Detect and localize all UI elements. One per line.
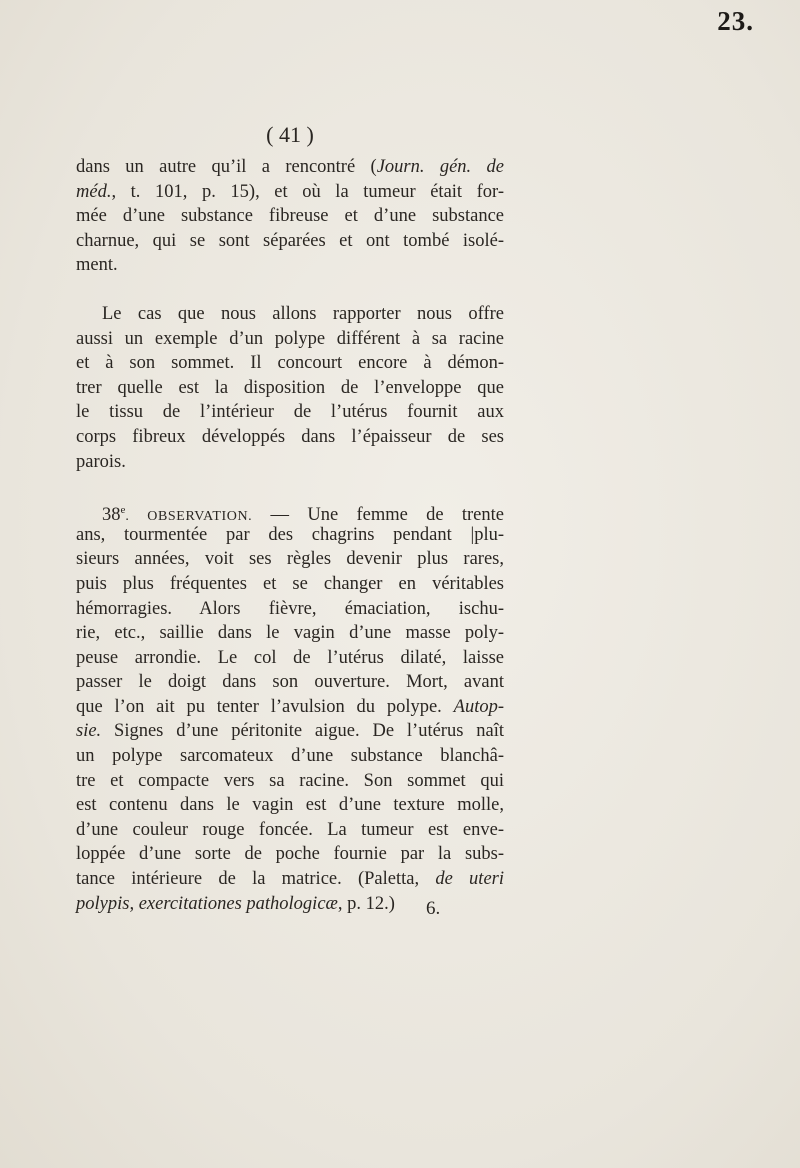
- paragraph-1: [76, 155, 504, 278]
- text-line: ans, tourmentée par des chagrins pendant |plu-: [76, 524, 504, 545]
- observation-number-suffix: e: [120, 504, 126, 517]
- italic-text: Journ. gén. de: [376, 157, 504, 177]
- text-line: tre et compacte vers sa racine. Son sommet qui: [76, 770, 504, 791]
- folio-number: 23.: [717, 6, 754, 36]
- observation-label: . OBSERVATION.: [125, 509, 253, 525]
- page-number: ( 41 ): [266, 122, 314, 147]
- text-line: loppée d’une sorte de poche fournie par la subs-: [76, 844, 504, 865]
- text-line: parois.: [76, 451, 126, 472]
- text-line: le tissu de l’intérieur de l’utérus fournit aux: [76, 402, 504, 423]
- text-line: sieurs années, voit ses règles devenir plus rares,: [76, 549, 504, 570]
- page-body: [76, 155, 504, 916]
- text-line: sie. Signes d’une péritonite aigue. De l’utérus naît: [76, 721, 504, 742]
- text-line: est contenu dans le vagin est d’une texture molle,: [76, 795, 504, 816]
- italic-text: Autop-: [453, 696, 504, 717]
- text-line: aussi un exemple d’un polype différent à sa racine: [76, 328, 504, 349]
- paragraph-2: [76, 302, 504, 474]
- text-line: peuse arrondie. Le col de l’utérus dilaté, laisse: [76, 647, 504, 668]
- catchword: 6.: [426, 898, 441, 919]
- text-line: d’une couleur rouge foncée. La tumeur est enve-: [76, 819, 504, 840]
- text-line: que l’on ait pu tenter l’avulsion du polype. Autop-: [76, 696, 504, 717]
- text-line: passer le doigt dans son ouverture. Mort, avant: [76, 672, 504, 693]
- text-line: charnue, qui se sont séparées et ont tombé isolé-: [76, 230, 504, 251]
- text-line: Le cas que nous allons rapporter nous offre: [102, 303, 504, 324]
- text-line: puis plus fréquentes et se changer en véritables: [76, 573, 504, 594]
- observation-intro: — Une femme de trente: [252, 505, 504, 526]
- paragraph-3-observation: [76, 498, 504, 916]
- italic-text: méd.: [76, 181, 112, 202]
- text-line: rie, etc., saillie dans le vagin d’une masse poly-: [76, 623, 504, 644]
- text-line: hémorragies. Alors fièvre, émaciation, ischu-: [76, 598, 504, 619]
- observation-number: 38: [102, 505, 121, 526]
- italic-text: polypis, exercitationes pathologicæ: [76, 893, 338, 914]
- text-line: trer quelle est la disposition de l’enveloppe que: [76, 377, 504, 398]
- text-line: méd., t. 101, p. 15), et où la tumeur était for-: [76, 181, 504, 202]
- observation-heading-line: [76, 498, 504, 526]
- italic-text: sie.: [76, 721, 102, 742]
- text-line: ment.: [76, 255, 118, 276]
- text-line: polypis, exercitationes pathologicæ, p. 12.): [76, 893, 395, 914]
- italic-text: de uteri: [435, 869, 504, 890]
- text-line: mée d’une substance fibreuse et d’une substance: [76, 206, 504, 227]
- text-line: corps fibreux développés dans l’épaisseur de ses: [76, 426, 504, 447]
- text-line: et à son sommet. Il concourt encore à démon-: [76, 353, 504, 374]
- text-line: dans un autre qu’il a rencontré (Journ. gén. de: [76, 157, 504, 177]
- text-line: un polype sarcomateux d’une substance blanchâ-: [76, 746, 504, 767]
- text-line: tance intérieure de la matrice. (Paletta, de uteri: [76, 869, 504, 890]
